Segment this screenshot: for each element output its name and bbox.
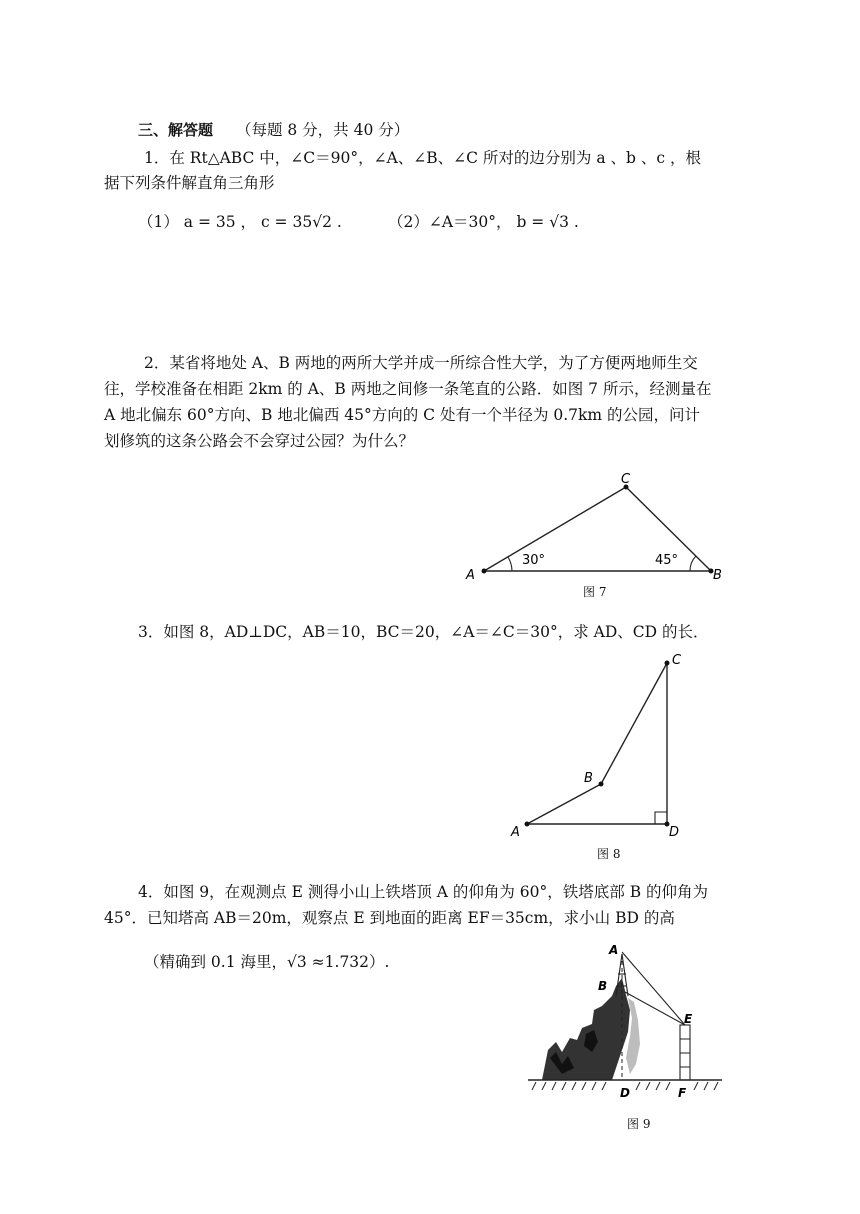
q2-line2: 往，学校准备在相距 2km 的 A、B 两地之间修一条笔直的公路．如图 7 所示，经测量在: [104, 380, 712, 398]
fig7-angle-arc-a: [508, 557, 512, 571]
q2-line4: 划修筑的这条公路会不会穿过公园？为什么？: [104, 432, 415, 450]
fig8-point-b: [599, 782, 604, 787]
figure-9: [522, 940, 727, 1112]
fig9-caption: 图 9: [627, 1117, 651, 1131]
fig8-label-a: A: [511, 825, 520, 840]
q4-line2: 45°．已知塔高 AB＝20m，观察点 E 到地面的距离 EF＝35cm，求小山 BD 的高: [104, 909, 675, 927]
fig7-angle-a: 30°: [522, 553, 546, 568]
fig8-label-c: C: [672, 653, 682, 668]
fig7-label-a: A: [466, 568, 475, 582]
fig8-point-a: [525, 822, 530, 827]
fig8-label-d: D: [669, 825, 680, 840]
q1-part2: （2）∠A＝30°， b = √3 .: [388, 213, 579, 231]
fig8-point-c: [665, 661, 670, 666]
fig8-label-b: B: [584, 771, 593, 786]
figure-7: [460, 462, 740, 582]
fig8-side-ab: [527, 784, 601, 824]
fig7-side-ac: [484, 487, 626, 571]
fig8-caption: 图 8: [597, 847, 621, 861]
fig9-label-d: D: [620, 1086, 630, 1100]
q1-line1: 1．在 Rt△ABC 中，∠C＝90°，∠A、∠B、∠C 所对的边分别为 a 、b 、c ，根: [144, 149, 701, 167]
fig7-angle-b: 45°: [655, 553, 679, 568]
figure-8: [505, 648, 705, 843]
section-title: 三、解答题: [138, 121, 214, 139]
fig9-label-a: A: [609, 943, 619, 957]
fig7-angle-arc-b: [690, 556, 696, 571]
q3-line1: 3．如图 8，AD⊥DC，AB＝10，BC＝20，∠A＝∠C＝30°，求 AD、CD 的长．: [138, 623, 709, 641]
q4-line1: 4．如图 9，在观测点 E 测得小山上铁塔顶 A 的仰角为 60°，铁塔底部 B 的仰角为: [138, 883, 709, 901]
fig8-right-angle-mark: [655, 812, 667, 824]
fig7-label-b: B: [713, 568, 722, 582]
fig9-label-e: E: [684, 1012, 693, 1026]
fig7-caption: 图 7: [583, 585, 607, 599]
fig7-point-a: [482, 569, 487, 574]
q2-line1: 2．某省将地处 A、B 两地的两所大学并成一所综合性大学，为了方便两地师生交: [144, 354, 698, 372]
q1-line2: 据下列条件解直角三角形: [104, 174, 275, 192]
fig9-label-f: F: [678, 1086, 687, 1100]
fig9-label-b: B: [598, 979, 608, 993]
section-heading: [138, 120, 409, 140]
q1-part1: （1） a = 35 ， c = 35√2 .: [138, 213, 342, 231]
section-score-note: （每题 8 分，共 40 分）: [235, 121, 410, 139]
q4-line3: （精确到 0.1 海里，√3 ≈1.732）.: [144, 953, 390, 971]
q2-line3: A 地北偏东 60°方向、B 地北偏西 45°方向的 C 处有一个半径为 0.7km 的公园，问计: [104, 406, 701, 424]
fig8-side-bc: [601, 663, 667, 784]
fig7-label-c: C: [621, 472, 631, 487]
